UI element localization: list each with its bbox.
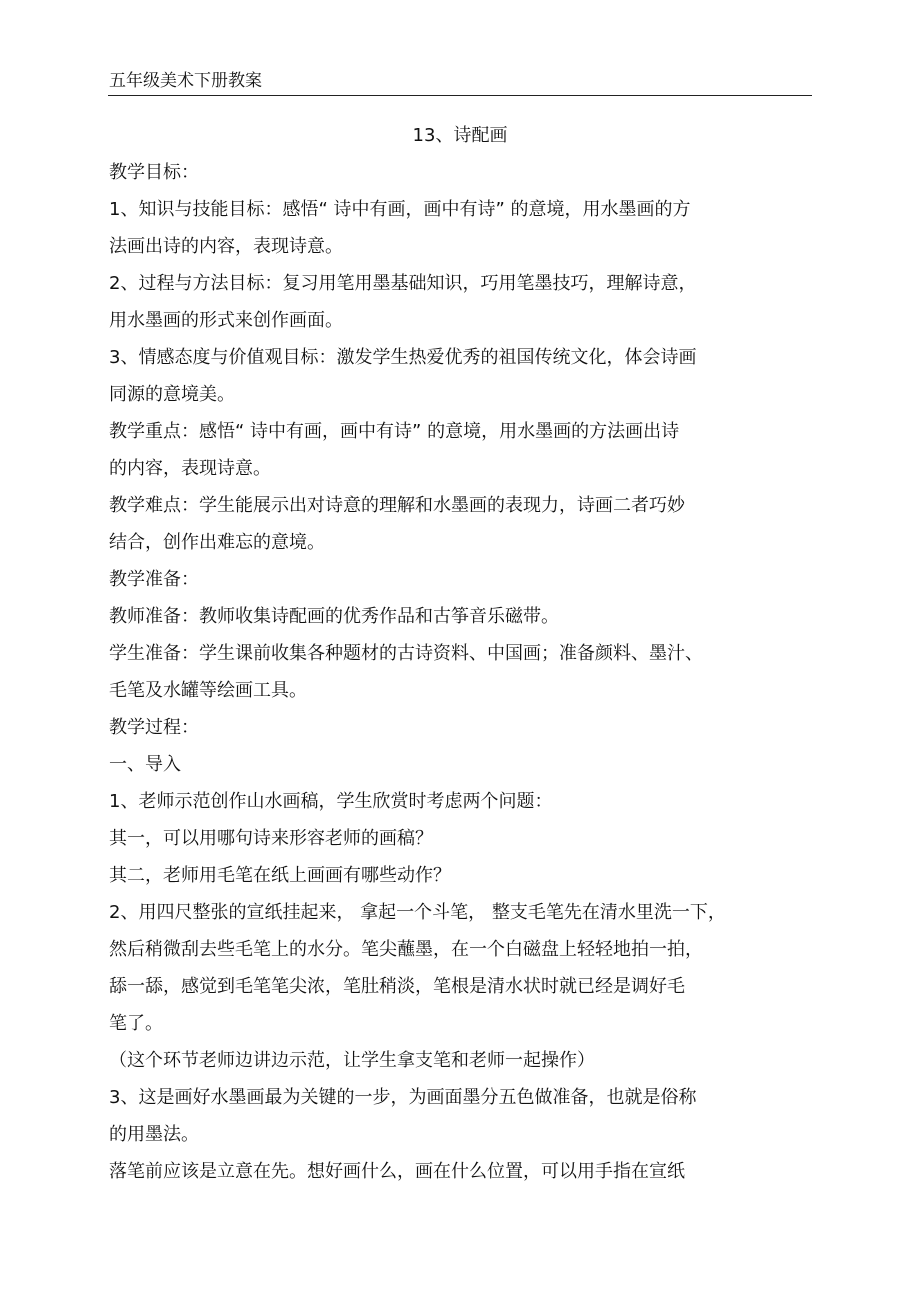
text-line: 结合，创作出难忘的意境。 <box>109 532 325 553</box>
lesson-title: 13、诗配画 <box>412 125 508 146</box>
lesson-body <box>109 160 809 1196</box>
text-line: 1、老师示范创作山水画稿，学生欣赏时考虑两个问题： <box>109 791 553 812</box>
text-line: 法画出诗的内容，表现诗意。 <box>109 236 343 257</box>
text-line: 然后稍微刮去些毛笔上的水分。笔尖蘸墨，在一个白磁盘上轻轻地拍一拍， <box>109 939 703 960</box>
text-line: 学生准备：学生课前收集各种题材的古诗资料、中国画；准备颜料、墨汁、 <box>109 643 703 664</box>
text-line: 教学准备： <box>109 569 199 590</box>
text-line: 的内容，表现诗意。 <box>109 458 271 479</box>
text-line: 笔了。 <box>109 1013 163 1034</box>
text-line: 3、情感态度与价值观目标：激发学生热爱优秀的祖国传统文化，体会诗画 <box>109 347 697 368</box>
text-line: 2、过程与方法目标：复习用笔用墨基础知识，巧用笔墨技巧，理解诗意， <box>109 273 697 294</box>
text-line: 其二，老师用毛笔在纸上画画有哪些动作？ <box>109 865 451 886</box>
text-line: （这个环节老师边讲边示范，让学生拿支笔和老师一起操作） <box>109 1050 595 1071</box>
text-line: 1、知识与技能目标：感悟“ 诗中有画，画中有诗” 的意境，用水墨画的方 <box>109 199 691 220</box>
running-header: 五年级美术下册教案 <box>109 71 262 91</box>
text-line: 其一，可以用哪句诗来形容老师的画稿？ <box>109 828 433 849</box>
text-line: 2、用四尺整张的宣纸挂起来， 拿起一个斗笔， 整支毛笔先在清水里洗一下， <box>109 902 726 923</box>
text-line: 教学难点：学生能展示出对诗意的理解和水墨画的表现力，诗画二者巧妙 <box>109 495 685 516</box>
text-line: 教学重点：感悟“ 诗中有画，画中有诗” 的意境，用水墨画的方法画出诗 <box>109 421 680 442</box>
text-line: 的用墨法。 <box>109 1124 199 1145</box>
text-line: 舔一舔，感觉到毛笔笔尖浓，笔肚稍淡，笔根是清水状时就已经是调好毛 <box>109 976 685 997</box>
text-line: 用水墨画的形式来创作画面。 <box>109 310 343 331</box>
text-line: 毛笔及水罐等绘画工具。 <box>109 680 307 701</box>
header-divider <box>108 95 812 96</box>
text-line: 教师准备：教师收集诗配画的优秀作品和古筝音乐磁带。 <box>109 606 559 627</box>
text-line: 教学目标： <box>109 162 199 183</box>
text-line: 落笔前应该是立意在先。想好画什么，画在什么位置，可以用手指在宣纸 <box>109 1161 685 1182</box>
text-line: 教学过程： <box>109 717 199 738</box>
text-line: 3、这是画好水墨画最为关键的一步，为画面墨分五色做准备，也就是俗称 <box>109 1087 697 1108</box>
text-line: 一、导入 <box>109 754 181 775</box>
text-line: 同源的意境美。 <box>109 384 235 405</box>
